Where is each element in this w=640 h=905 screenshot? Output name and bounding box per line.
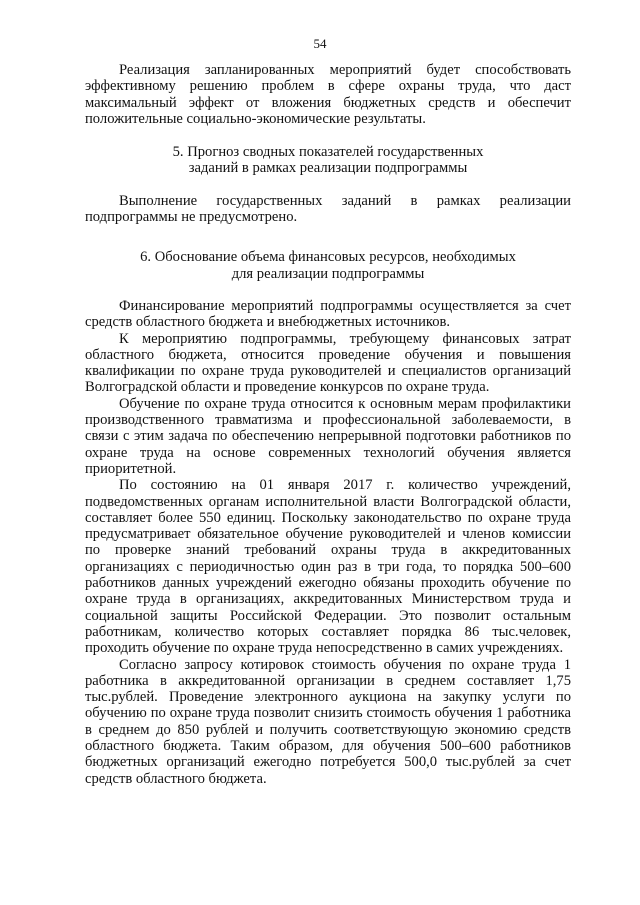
section-5 [85, 144, 571, 225]
intro-paragraph: Реализация запланированных мероприятий будет способствовать эффективному решению проблем в сфере охраны труда, что даст максимальный эффект от вложения бюджетных средств и обеспечит положительные социально-экономические результаты. [85, 62, 571, 127]
section-6-paragraph: К мероприятию подпрограммы, требующему финансовых затрат областного бюджета, относится проведение обучения и повышения квалификации по охране труда руководителей и специалистов организаций Волгоградской области и проведение конкурсов по охране труда. [85, 330, 571, 396]
section-6-title-line-1: 6. Обоснование объема финансовых ресурсов, необходимых [140, 249, 516, 266]
section-6-paragraph: Согласно запросу котировок стоимость обучения по охране труда 1 работника в аккредитованной организации в среднем составляет 1,75 тыс.рублей. Проведение электронного аукциона на закупку услуги по обучению по охране труда позволит снизить стоимость обучения 1 работника в среднем до 850 рублей и получить соответствующую экономию средств областного бюджета. Таким образом, для обучения 500–600 работников бюджетных организаций ежегодно потребуется 500,0 тыс.рублей за счет средств областного бюджета. [85, 656, 571, 787]
page-number: 54 [313, 36, 327, 51]
section-6 [85, 249, 571, 787]
section-5-title-line-1: 5. Прогноз сводных показателей государственных [172, 144, 484, 161]
section-6-paragraph: Обучение по охране труда относится к основным мерам профилактики производственного травматизма и профессиональной заболеваемости, в связи с этим задача по обеспечению непрерывной подготовки работников по охране труда на основе современных технологий обучения является приоритетной. [85, 395, 571, 477]
section-5-paragraph: Выполнение государственных заданий в рамках реализации подпрограммы не предусмотрено. [85, 192, 571, 226]
section-6-paragraph: По состоянию на 01 января 2017 г. количество учреждений, подведомственных органам исполнительной власти Волгоградской области, составляет более 550 единиц. Поскольку законодательство по охране труда предусматривает обязательное обучение руководителей и членов комиссии по проверке знаний требований охраны труда в аккредитованных организациях с периодичностью один раз в три года, то порядка 500–600 работников данных учреждений ежегодно обязаны проходить обучение по охране труда в организациях, аккредитованных Министерством труда и социальной защиты Российской Федерации. Это позволит остальным работникам, количество которых составляет порядка 86 тыс.человек, проходить обучение по охране труда непосредственно в самих учреждениях. [85, 477, 571, 657]
section-6-paragraph: Финансирование мероприятий подпрограммы осуществляется за счет средств областного бюджета и внебюджетных источников. [85, 297, 571, 331]
section-5-title-line-2: заданий в рамках реализации подпрограммы [188, 160, 468, 177]
page-content [85, 62, 571, 787]
section-6-title-line-2: для реализации подпрограммы [231, 265, 425, 282]
